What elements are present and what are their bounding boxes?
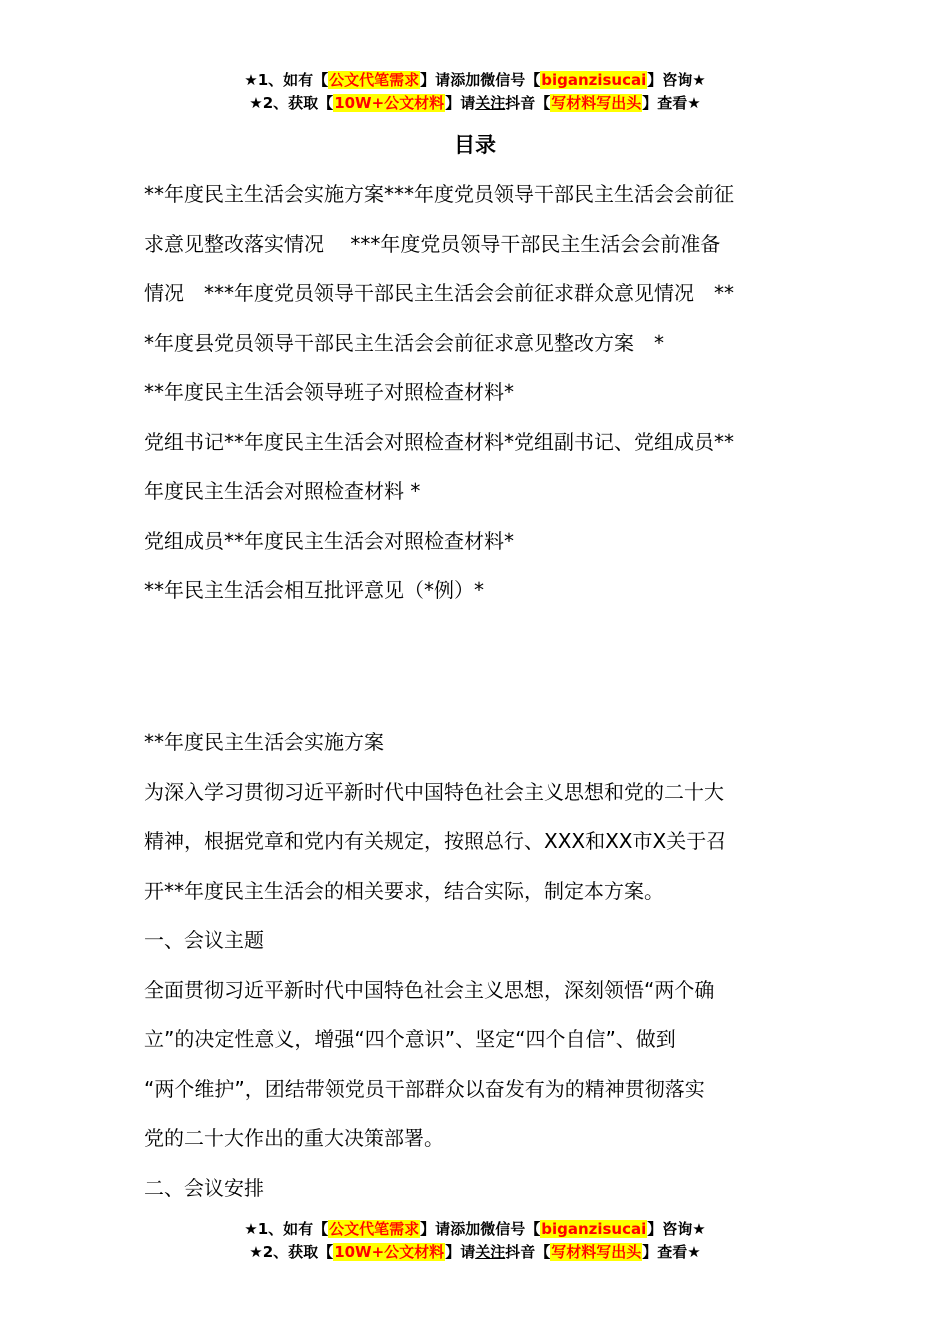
banner-text: ★1、如有【 <box>244 1220 329 1238</box>
body-line: 党的二十大作出的重大决策部署。 <box>144 1126 444 1150</box>
section-heading: **年度民主生活会实施方案 <box>144 730 384 754</box>
footer-banner <box>0 1218 950 1264</box>
banner-text: 】请 <box>420 1220 451 1238</box>
body-line: 全面贯彻习近平新时代中国特色社会主义思想，深刻领悟“两个确 <box>144 977 715 1002</box>
toc-line: 年度民主生活会对照检查材料 * <box>144 479 421 503</box>
toc-title: 目录 <box>454 133 496 157</box>
section-heading: 一、会议主题 <box>144 928 264 952</box>
banner-emphasis: 关注 <box>475 94 506 112</box>
toc-line: 求意见整改落实情况 ***年度党员领导干部民主生活会会前准备 <box>144 231 721 256</box>
banner-highlight: biganzisucai <box>541 1220 647 1238</box>
banner-highlight: 写材料写出头 <box>551 1243 642 1261</box>
body-line: 精神，根据党章和党内有关规定，按照总行、XXX和XX市X关于召 <box>144 829 727 853</box>
banner-text: ★2、获取【 <box>249 1243 334 1261</box>
body-line: 开**年度民主生活会的相关要求，结合实际，制定本方案。 <box>144 878 664 903</box>
banner-text: 】咨询★ <box>647 1220 706 1238</box>
document-body <box>144 718 814 1213</box>
body-line: 立”的决定性意义，增强“四个意识”、坚定“四个自信”、做到 <box>144 1027 676 1051</box>
banner-highlight: 公文代笔需求 <box>329 1220 420 1238</box>
banner-text: 】查看★ <box>642 1243 701 1261</box>
banner-line-1 <box>0 1218 950 1241</box>
banner-highlight: 公文代笔需求 <box>329 71 420 89</box>
toc-line: *年度县党员领导干部民主生活会会前征求意见整改方案 * <box>144 330 664 355</box>
banner-text: 微信号【 <box>480 1220 541 1238</box>
banner-emphasis: 添加 <box>450 1220 481 1238</box>
toc-line: 党组成员**年度民主生活会对照检查材料* <box>144 528 514 553</box>
banner-line-2 <box>0 92 950 115</box>
banner-text: ★2、获取【 <box>249 94 334 112</box>
banner-text: ★1、如有【 <box>244 71 329 89</box>
banner-highlight: 10W+公文材料 <box>334 94 445 112</box>
banner-highlight: 10W+公文材料 <box>334 1243 445 1261</box>
table-of-contents <box>144 170 814 616</box>
banner-text: 抖音【 <box>505 1243 551 1261</box>
header-banner <box>0 69 950 115</box>
toc-line: **年民主生活会相互批评意见（*例）* <box>144 578 484 602</box>
banner-text: 】咨询★ <box>647 71 706 89</box>
banner-text: 】请 <box>445 1243 476 1261</box>
banner-emphasis: 添加 <box>450 71 481 89</box>
banner-line-1 <box>0 69 950 92</box>
banner-highlight: biganzisucai <box>541 71 647 89</box>
body-line: 为深入学习贯彻习近平新时代中国特色社会主义思想和党的二十大 <box>144 779 724 804</box>
section-heading: 二、会议安排 <box>144 1175 264 1200</box>
toc-line: **年度民主生活会实施方案***年度党员领导干部民主生活会会前征 <box>144 182 734 206</box>
banner-highlight: 写材料写出头 <box>551 94 642 112</box>
banner-emphasis: 关注 <box>475 1243 506 1261</box>
toc-line: **年度民主生活会领导班子对照检查材料* <box>144 380 514 404</box>
banner-line-2 <box>0 1241 950 1264</box>
banner-text: 】请 <box>445 94 476 112</box>
body-line: “两个维护”，团结带领党员干部群众以奋发有为的精神贯彻落实 <box>144 1076 705 1101</box>
toc-line: 党组书记**年度民主生活会对照检查材料*党组副书记、党组成员** <box>144 429 734 454</box>
toc-line: 情况 ***年度党员领导干部民主生活会会前征求群众意见情况 ** <box>144 281 734 305</box>
banner-text: 】查看★ <box>642 94 701 112</box>
banner-text: 抖音【 <box>505 94 551 112</box>
banner-text: 微信号【 <box>480 71 541 89</box>
banner-text: 】请 <box>420 71 451 89</box>
